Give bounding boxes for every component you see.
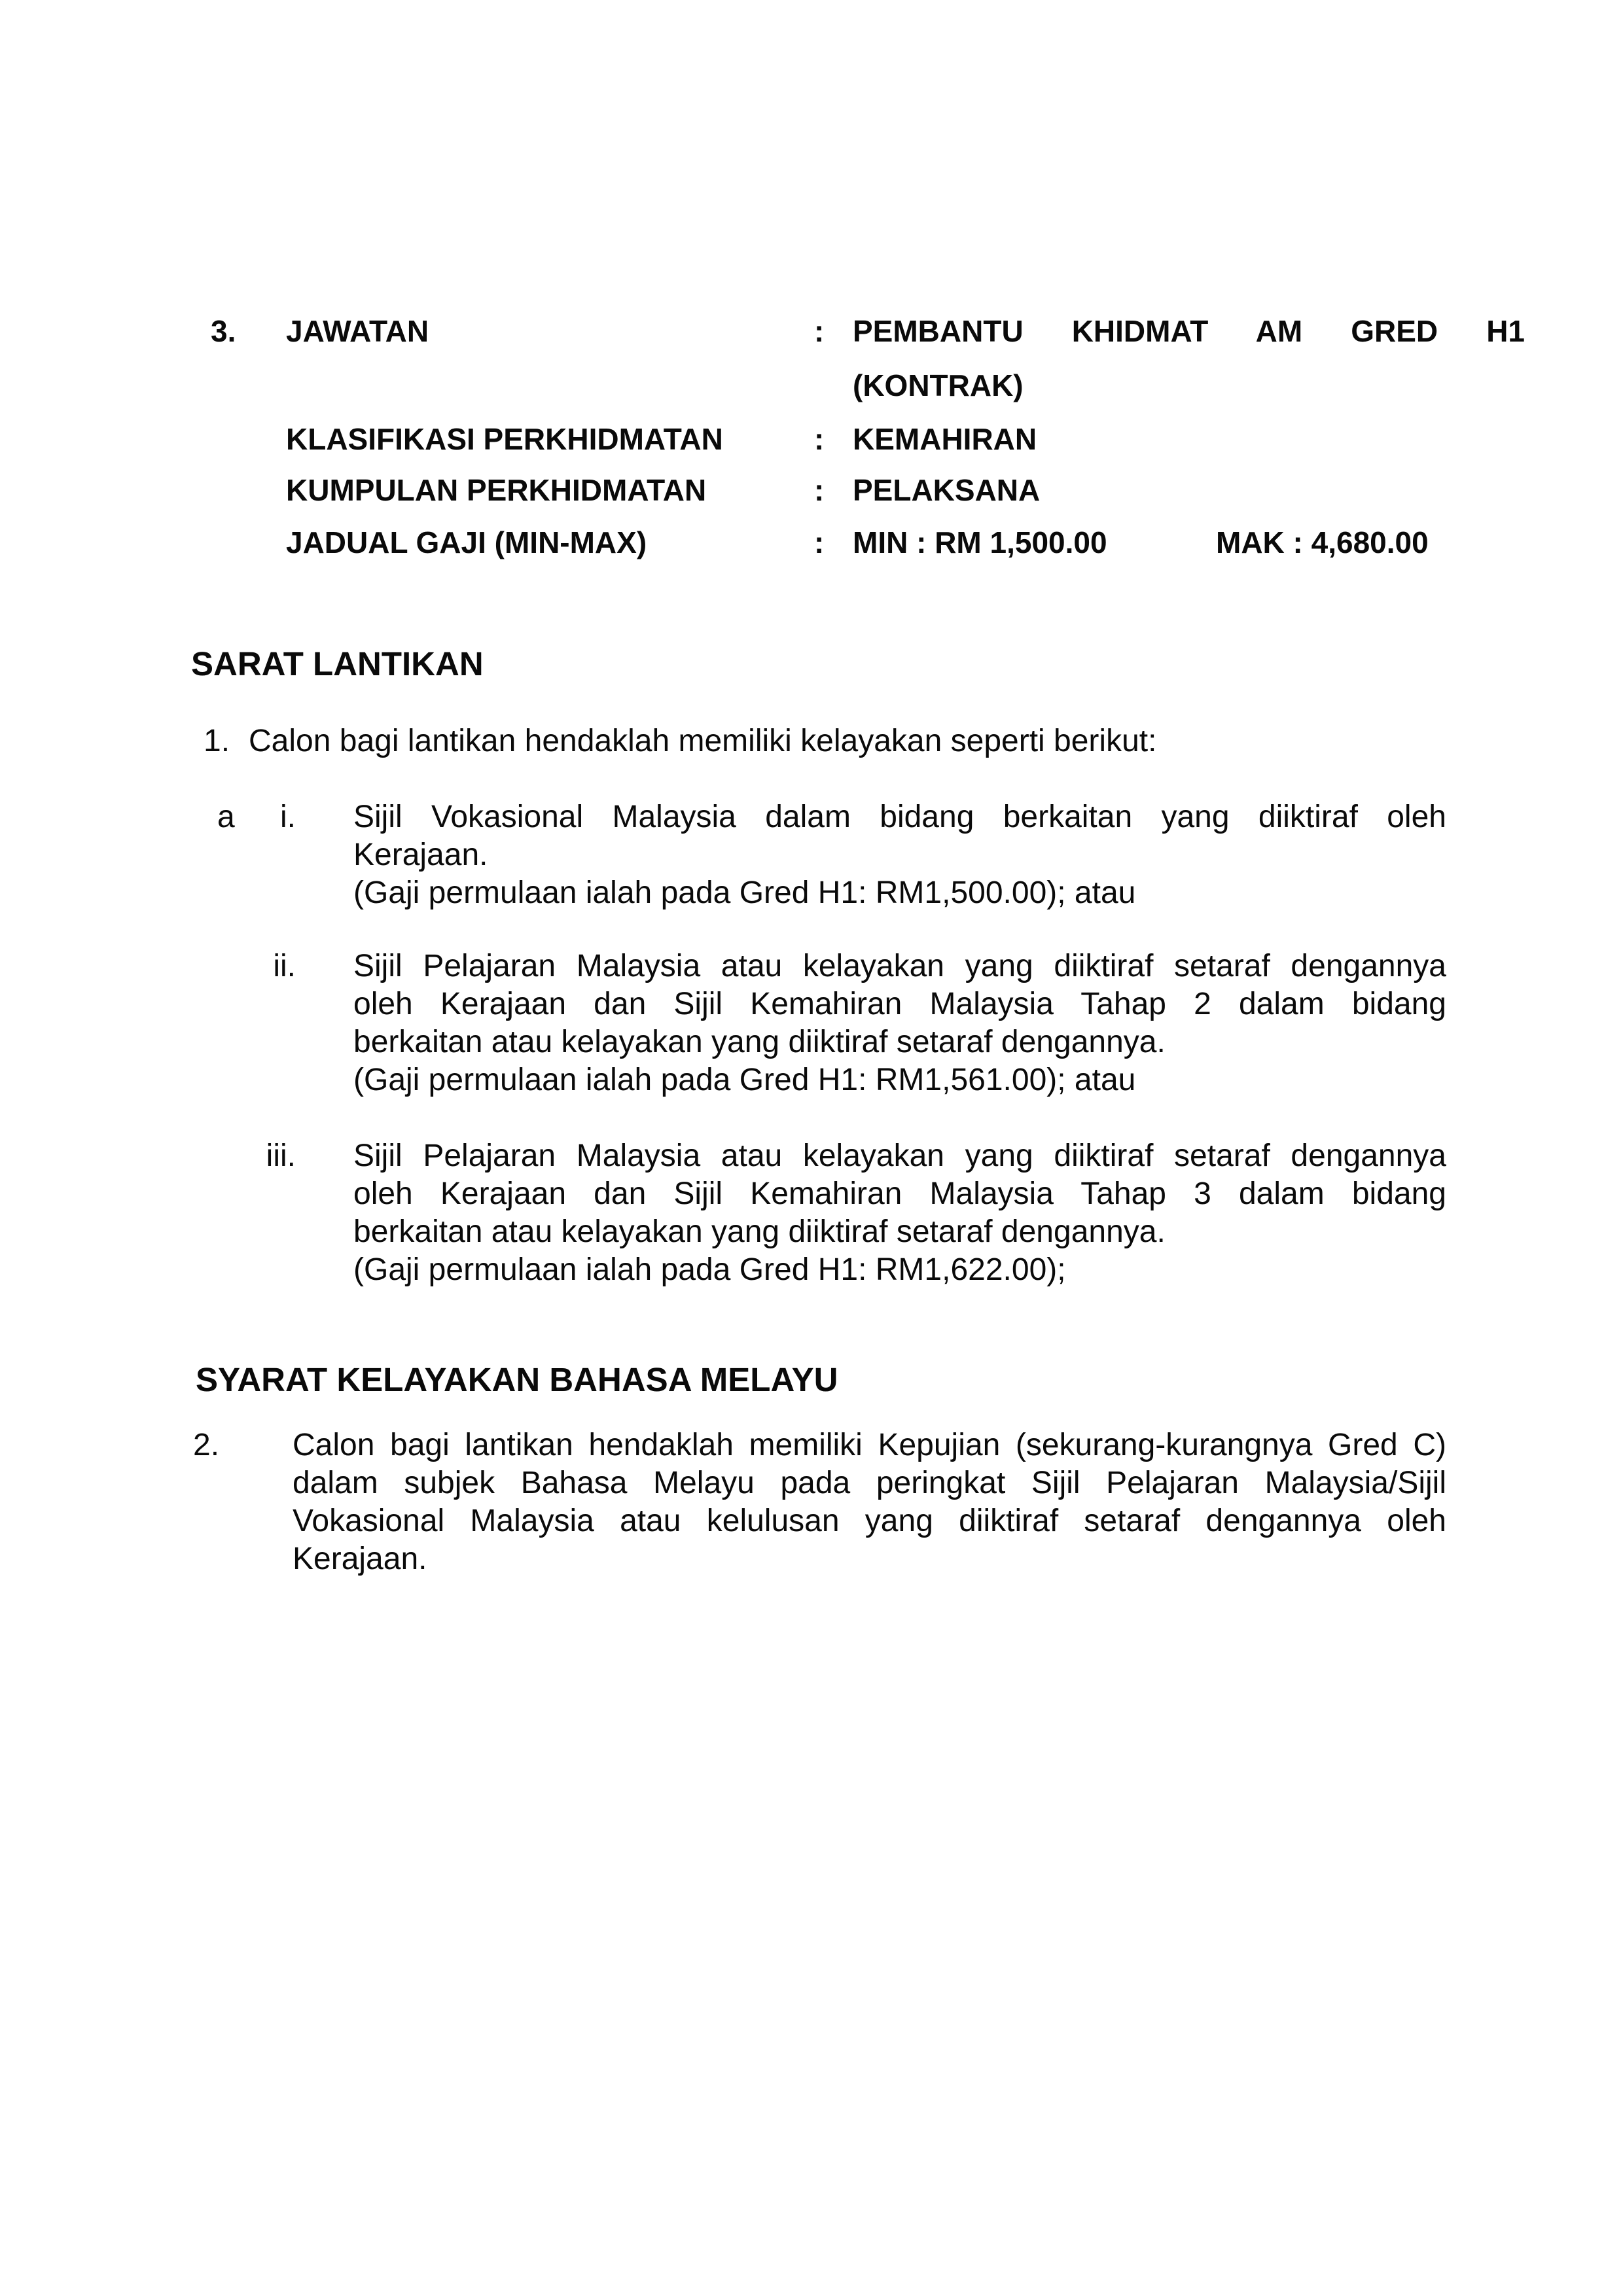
value-gaji-max: MAK : 4,680.00 [1216, 525, 1429, 559]
paragraph-2-text [293, 1426, 1446, 1578]
text-line: Vokasional Malaysia atau kelulusan yang diiktiraf setaraf dengannya oleh [293, 1504, 1446, 1538]
label-kumpulan-perkhidmatan: KUMPULAN PERKHIDMATAN [286, 473, 707, 507]
value-kumpulan-perkhidmatan: PELAKSANA [853, 473, 1041, 507]
text-line: Sijil Vokasional Malaysia dalam bidang berkaitan yang diiktiraf oleh [353, 800, 1446, 834]
list-item-i-text [353, 798, 1446, 912]
list-marker-ii: ii. [273, 949, 296, 983]
colon-separator: : [814, 314, 825, 348]
intro-text: Calon bagi lantikan hendaklah memiliki kelayakan seperti berikut: [249, 724, 1157, 758]
section-heading-sarat-lantikan: SARAT LANTIKAN [191, 645, 484, 682]
label-klasifikasi-perkhidmatan: KLASIFIKASI PERKHIDMATAN [286, 422, 723, 456]
text-line: berkaitan atau kelayakan yang diiktiraf setaraf dengannya. [353, 1214, 1166, 1249]
text-line: Kerajaan. [293, 1542, 427, 1576]
value-jawatan-line1: PEMBANTU KHIDMAT AM GRED H1 [853, 314, 1525, 348]
text-line: Sijil Pelajaran Malaysia atau kelayakan yang diiktiraf setaraf dengannya [353, 949, 1446, 983]
value-klasifikasi-perkhidmatan: KEMAHIRAN [853, 422, 1037, 456]
list-item-ii-text [353, 947, 1446, 1099]
colon-separator: : [814, 473, 825, 507]
list-marker-iii: iii. [266, 1139, 296, 1173]
label-jadual-gaji: JADUAL GAJI (MIN-MAX) [286, 525, 647, 559]
text-line: (Gaji permulaan ialah pada Gred H1: RM1,622.00); [353, 1252, 1066, 1287]
text-line: berkaitan atau kelayakan yang diiktiraf setaraf dengannya. [353, 1025, 1166, 1059]
value-gaji-min: MIN : RM 1,500.00 [853, 525, 1107, 559]
list-item-iii-text [353, 1137, 1446, 1289]
text-line: Kerajaan. [353, 838, 488, 872]
text-line: Sijil Pelajaran Malaysia atau kelayakan yang diiktiraf setaraf dengannya [353, 1139, 1446, 1173]
text-line: (Gaji permulaan ialah pada Gred H1: RM1,561.00); atau [353, 1063, 1136, 1097]
text-line: oleh Kerajaan dan Sijil Kemahiran Malaysia Tahap 3 dalam bidang [353, 1176, 1446, 1211]
text-line: Calon bagi lantikan hendaklah memiliki Kepujian (sekurang-kurangnya Gred C) [293, 1428, 1446, 1462]
intro-number: 1. [204, 724, 230, 758]
section-heading-syarat-bahasa-melayu: SYARAT KELAYAKAN BAHASA MELAYU [196, 1361, 838, 1398]
text-line: dalam subjek Bahasa Melayu pada peringkat Sijil Pelajaran Malaysia/Sijil [293, 1466, 1446, 1500]
list-marker-i: i. [280, 800, 296, 834]
sub-label-a: a [217, 800, 235, 834]
label-jawatan: JAWATAN [286, 314, 429, 348]
position-item-number: 3. [211, 314, 236, 348]
text-line: (Gaji permulaan ialah pada Gred H1: RM1,500.00); atau [353, 875, 1136, 910]
colon-separator: : [814, 525, 825, 559]
colon-separator: : [814, 422, 825, 456]
paragraph-2-number: 2. [193, 1428, 220, 1462]
value-jawatan-line2: (KONTRAK) [853, 368, 1024, 402]
text-line: oleh Kerajaan dan Sijil Kemahiran Malaysia Tahap 2 dalam bidang [353, 987, 1446, 1021]
